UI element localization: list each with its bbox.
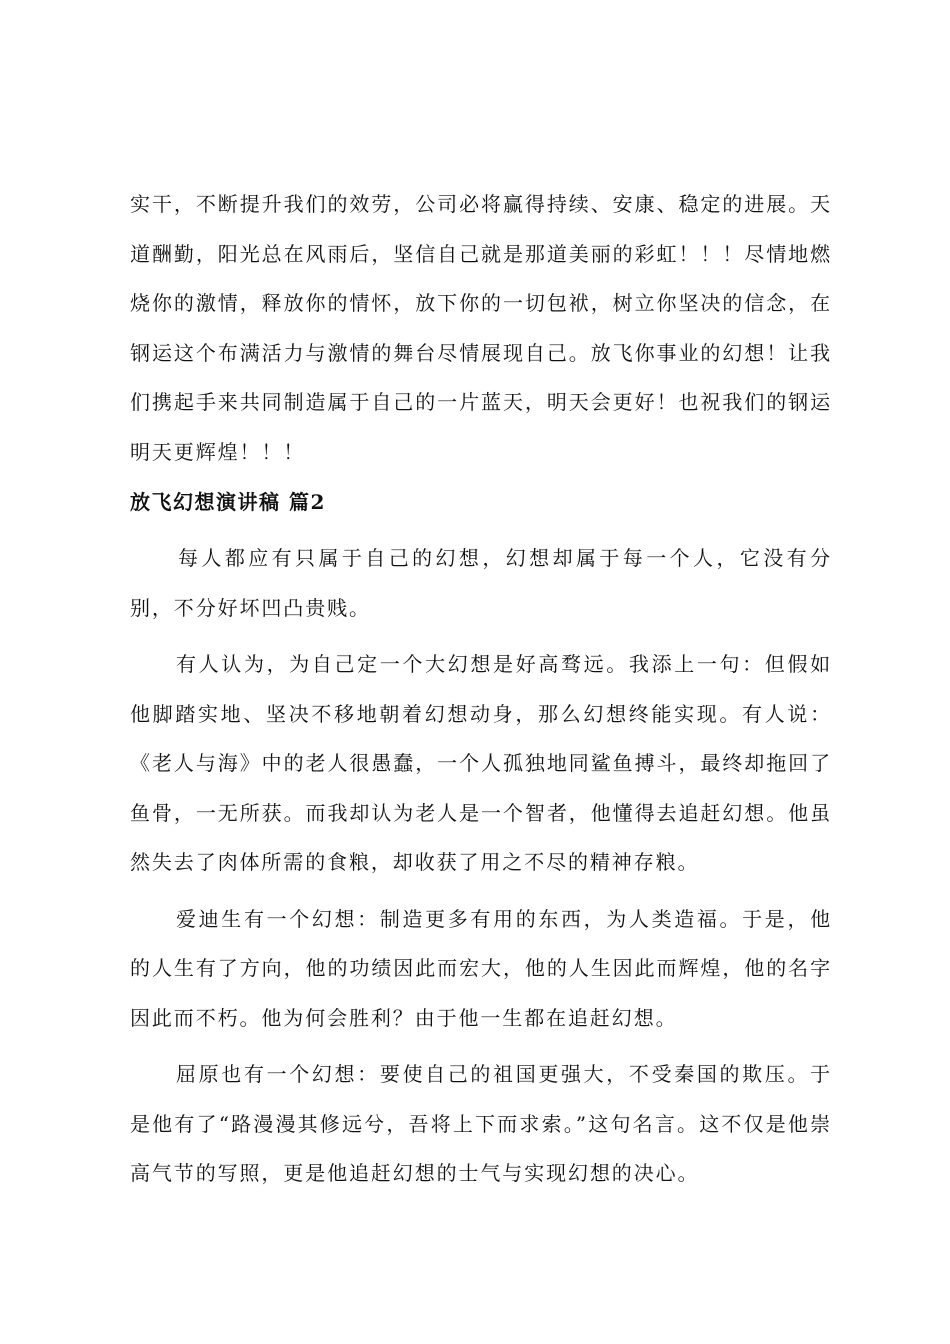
body-paragraph-1: 每人都应有只属于自己的幻想，幻想却属于每一个人，它没有分别，不分好坏凹凸贵贱。 bbox=[130, 546, 832, 620]
spacer bbox=[130, 527, 832, 534]
document-body bbox=[130, 180, 832, 1199]
body-paragraph-3: 爱迪生有一个幻想：制造更多有用的东西，为人类造福。于是，他的人生有了方向，他的功绩因此而宏大，他的人生因此而辉煌，他的名字因此而不朽。他为何会胜利？由于他一生都在追赶幻想。 bbox=[130, 906, 832, 1030]
body-paragraph-4: 屈原也有一个幻想：要使自己的祖国更强大，不受秦国的欺压。于是他有了“路漫漫其修远兮，吾将上下而求索。”这句名言。这不仅是他崇高气节的写照，更是他追赶幻想的士气与实现幻想的决心。 bbox=[130, 1062, 832, 1185]
body-paragraph-2: 有人认为，为自己定一个大幻想是好高骛远。我添上一句：但假如他脚踏实地、坚决不移地朝着幻想动身，那么幻想终能实现。有人说：《老人与海》中的老人很愚蠢，一个人孤独地同鲨鱼搏斗，最终却拖回了鱼骨，一无所获。而我却认为老人是一个智者，他懂得去追赶幻想。他虽然失去了肉体所需的食粮，却收获了用之不尽的精神存粮。 bbox=[130, 652, 832, 874]
section-title: 放飞幻想演讲稿 篇2 bbox=[130, 490, 326, 514]
spacer bbox=[130, 888, 832, 895]
continuation-paragraph: 实干，不断提升我们的效劳，公司必将赢得持续、安康、稳定的进展。天道酬勤，阳光总在风雨后，坚信自己就是那道美丽的彩虹！！！尽情地燃烧你的激情，释放你的情怀，放下你的一切包袱，树立你坚决的信念，在钢运这个布满活力与激情的舞台尽情展现自己。放飞你事业的幻想！让我们携起手来共同制造属于自己的一片蓝天，明天会更好！也祝我们的钢运明天更辉煌！！！ bbox=[130, 192, 832, 464]
spacer bbox=[130, 1043, 832, 1050]
spacer bbox=[130, 633, 832, 640]
